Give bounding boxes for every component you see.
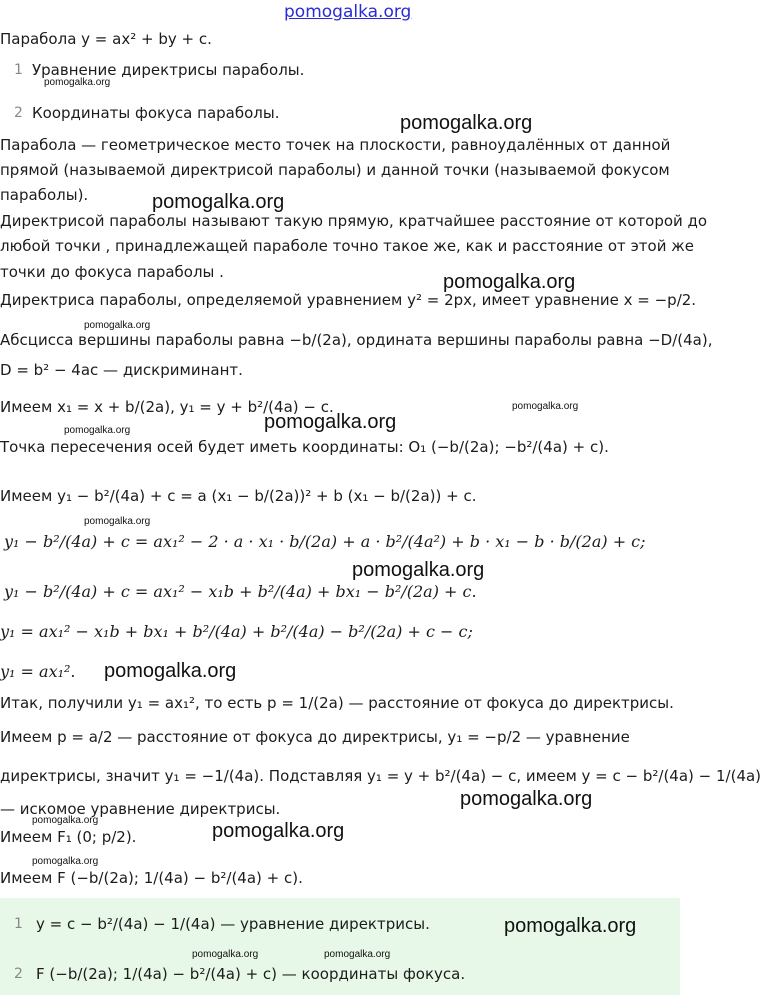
solution-line: директрисы, значит y₁ = −1/(4a). Подставляя y₁ = y + b²/(4a) − c, имеем y = c − b²/(4a) − 1/(4a) xyxy=(0,767,761,785)
answer-item-2-num: 2 xyxy=(14,966,23,982)
watermark-small: pomogalka.org xyxy=(44,77,111,88)
watermark-large: pomogalka.org xyxy=(460,788,593,810)
watermark-small: pomogalka.org xyxy=(32,815,99,826)
watermark-small: pomogalka.org xyxy=(192,949,259,960)
solution-line: y₁ = ax₁². xyxy=(0,662,76,681)
watermark-large: pomogalka.org xyxy=(212,820,345,842)
theory-line: Директриса параболы, определяемой уравнением y² = 2px, имеет уравнение x = −p/2. xyxy=(0,291,697,309)
theory-line: Парабола — геометрическое место точек на плоскости, равноудалённых от данной xyxy=(0,136,671,154)
watermark-small: pomogalka.org xyxy=(32,856,99,867)
task-item-2: Координаты фокуса параболы. xyxy=(32,104,280,122)
watermark-top: pomogalka.org xyxy=(284,2,412,22)
theory-line: Директрисой параболы называют такую прямую, кратчайшее расстояние от которой до xyxy=(0,212,708,230)
answer-item-1-num: 1 xyxy=(14,916,23,932)
solution-line: Имеем p = a/2 — расстояние от фокуса до директрисы, y₁ = −p/2 — уравнение xyxy=(0,728,630,746)
watermark-large: pomogalka.org xyxy=(400,112,533,134)
task-statement: Парабола y = ax² + by + c. xyxy=(0,30,212,48)
solution-line: Точка пересечения осей будет иметь координаты: O₁ (−b/(2a); −b²/(4a) + c). xyxy=(0,438,609,456)
watermark-large: pomogalka.org xyxy=(352,559,485,581)
solution-line: — искомое уравнение директрисы. xyxy=(0,800,281,818)
answer-item-1: y = c − b²/(4a) − 1/(4a) — уравнение директрисы. xyxy=(36,915,430,933)
theory-line: прямой (называемой директрисой параболы) и данной точки (называемой фокусом xyxy=(0,161,670,179)
solution-line: Имеем x₁ = x + b/(2a), y₁ = y + b²/(4a) − c. xyxy=(0,398,334,416)
watermark-large: pomogalka.org xyxy=(104,660,237,682)
task-item-1: Уравнение директрисы параболы. xyxy=(32,61,305,79)
watermark-small: pomogalka.org xyxy=(324,949,391,960)
solution-line: Имеем F (−b/(2a); 1/(4a) − b²/(4a) + c). xyxy=(0,869,303,887)
solution-line: y₁ − b²/(4a) + c = ax₁² − x₁b + b²/(4a) + bx₁ − b²/(2a) + c. xyxy=(4,582,477,601)
watermark-large: pomogalka.org xyxy=(152,191,285,213)
solution-line: y₁ − b²/(4a) + c = ax₁² − 2 · a · x₁ · b/(2a) + a · b²/(4a²) + b · x₁ − b · b/(2a) + c; xyxy=(4,532,646,551)
theory-line: Абсцисса вершины параболы равна −b/(2a), ордината вершины параболы равна −D/(4a), xyxy=(0,331,713,349)
theory-line: точки до фокуса параболы . xyxy=(0,263,224,281)
watermark-large: pomogalka.org xyxy=(504,915,637,937)
task-item-2-num: 2 xyxy=(14,105,23,121)
solution-line: Имеем y₁ − b²/(4a) + c = a (x₁ − b/(2a))² + b (x₁ − b/(2a)) + c. xyxy=(0,487,477,505)
watermark-small: pomogalka.org xyxy=(84,516,151,527)
theory-line: любой точки , принадлежащей параболе точно такое же, как и расстояние от этой же xyxy=(0,237,694,255)
solution-line: y₁ = ax₁² − x₁b + bx₁ + b²/(4a) + b²/(4a) − b²/(2a) + c − c; xyxy=(0,622,473,641)
task-item-1-num: 1 xyxy=(14,62,23,78)
answer-item-2: F (−b/(2a); 1/(4a) − b²/(4a) + c) — координаты фокуса. xyxy=(36,965,466,983)
watermark-small: pomogalka.org xyxy=(84,320,151,331)
solution-line: Имеем F₁ (0; p/2). xyxy=(0,828,137,846)
solution-line: Итак, получили y₁ = ax₁², то есть p = 1/(2a) — расстояние от фокуса до директрисы. xyxy=(0,694,674,712)
watermark-large: pomogalka.org xyxy=(443,271,576,293)
watermark-large: pomogalka.org xyxy=(264,411,397,433)
watermark-small: pomogalka.org xyxy=(512,401,579,412)
theory-line: D = b² − 4ac — дискриминант. xyxy=(0,361,243,379)
theory-line: параболы). xyxy=(0,186,89,204)
watermark-small: pomogalka.org xyxy=(64,425,131,436)
